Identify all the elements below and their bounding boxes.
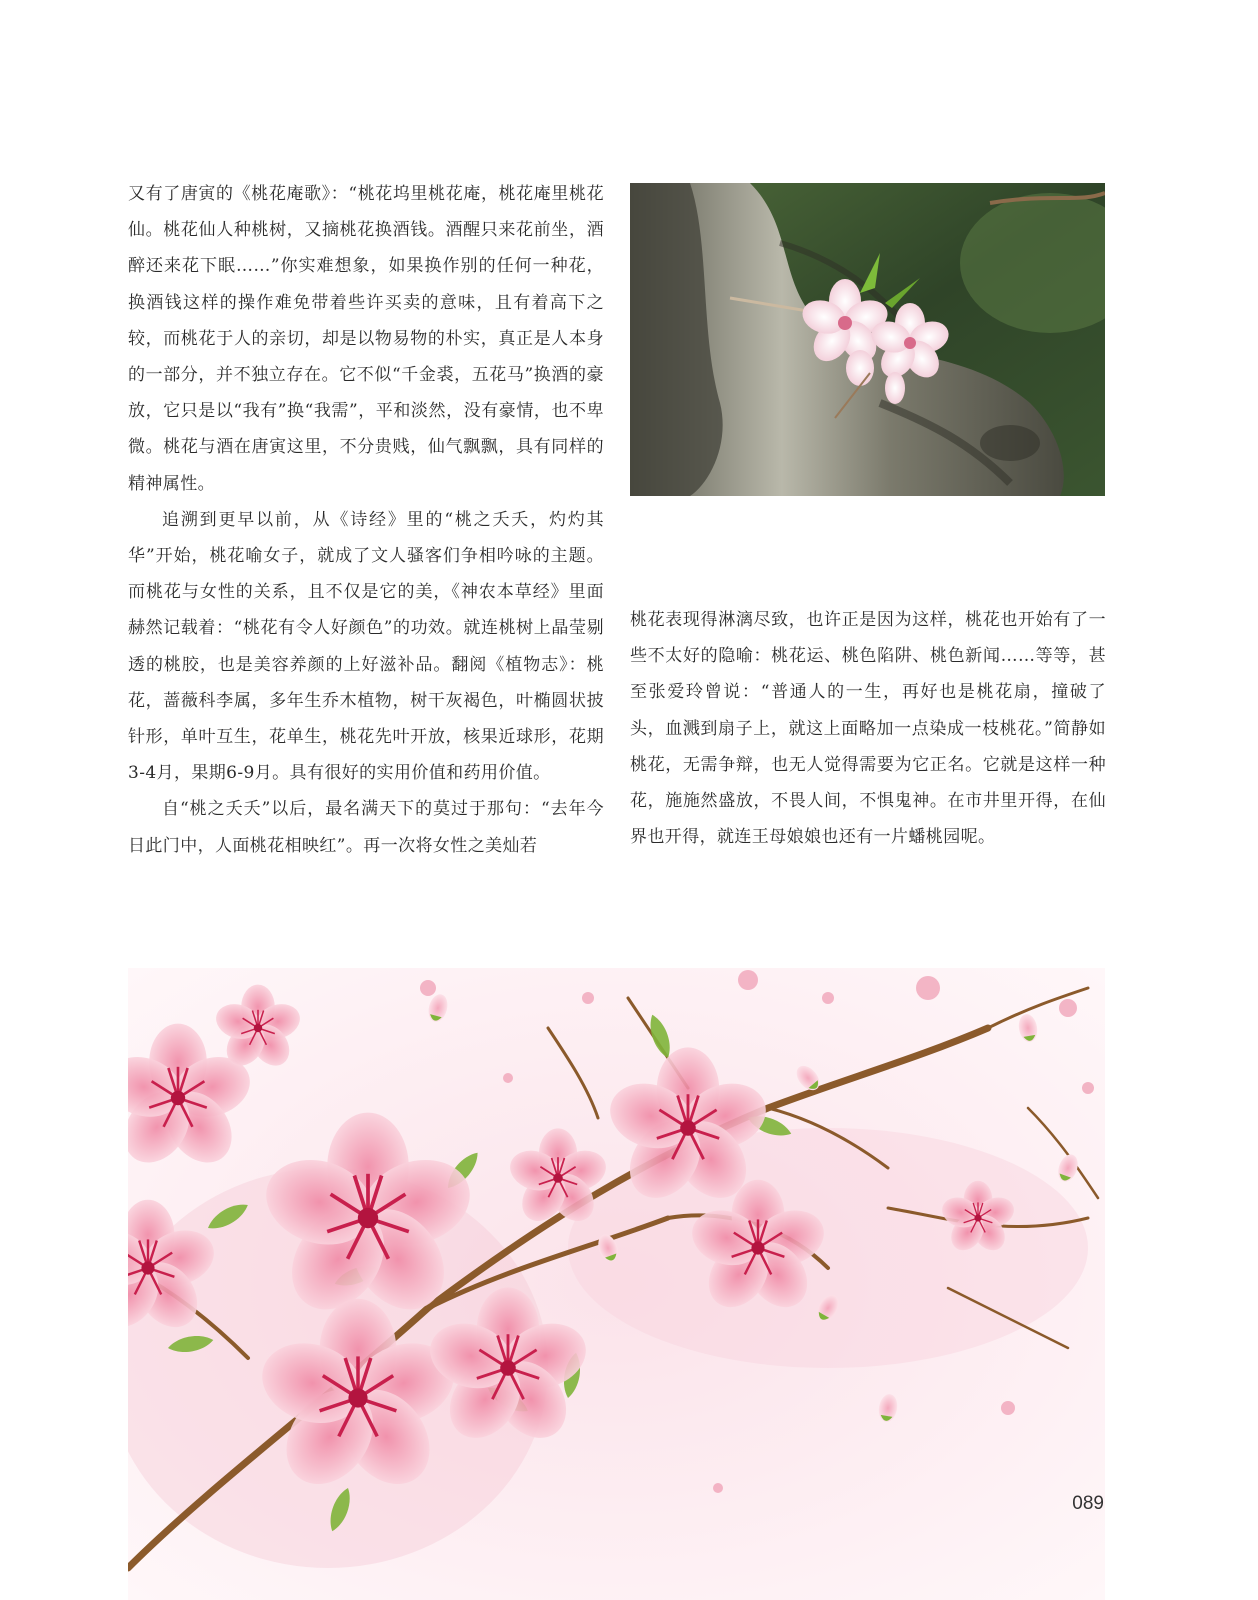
article-column-right	[630, 602, 1106, 855]
paragraph-renmian-taohua: 自“桃之夭夭”以后，最名满天下的莫过于那句：“去年今日此门中，人面桃花相映红”。再一次将女性之美灿若	[128, 799, 604, 856]
article-column-left	[128, 176, 604, 864]
watercolor-peach-blossom-illustration	[128, 968, 1105, 1600]
peach-blossom-bark-photo	[630, 183, 1105, 496]
paragraph-metaphor: 桃花表现得淋漓尽致，也许正是因为这样，桃花也开始有了一些不太好的隐喻：桃花运、桃色陷阱、桃色新闻……等等，甚至张爱玲曾说：“普通人的一生，再好也是桃花扇，撞破了头，血溅到扇子上，就这上面略加一点染成一枝桃花。”简静如桃花，无需争辩，也无人觉得需要为它正名。它就是这样一种花，施施然盛放，不畏人间，不惧鬼神。在市井里开得，在仙界也开得，就连王母娘娘也还有一片蟠桃园呢。	[630, 610, 1106, 848]
paragraph-shijing: 追溯到更早以前，从《诗经》里的“桃之夭夭，灼灼其华”开始，桃花喻女子，就成了文人骚客们争相吟咏的主题。而桃花与女性的关系，且不仅是它的美，《神农本草经》里面赫然记载着：“桃花有令人好颜色”的功效。就连桃树上晶莹剔透的桃胶，也是美容养颜的上好滋补品。翻阅《植物志》：桃花，蔷薇科李属，多年生乔木植物，树干灰褐色，叶椭圆状披针形，单叶互生，花单生，桃花先叶开放，核果近球形，花期3-4月，果期6-9月。具有很好的实用价值和药用价值。	[128, 509, 604, 784]
paragraph-tang-yin: 又有了唐寅的《桃花庵歌》：“桃花坞里桃花庵，桃花庵里桃花仙。桃花仙人种桃树，又摘桃花换酒钱。酒醒只来花前坐，酒醉还来花下眠……”你实难想象，如果换作别的任何一种花，换酒钱这样的操作难免带着些许买卖的意味，且有着高下之较，而桃花于人的亲切，却是以物易物的朴实，真正是人本身的一部分，并不独立存在。它不似“千金裘，五花马”换酒的豪放，它只是以“我有”换“我需”，平和淡然，没有豪情，也不卑微。桃花与酒在唐寅这里，不分贵贱，仙气飘飘，具有同样的精神属性。	[128, 184, 604, 494]
page-number: 089	[1072, 1493, 1104, 1514]
